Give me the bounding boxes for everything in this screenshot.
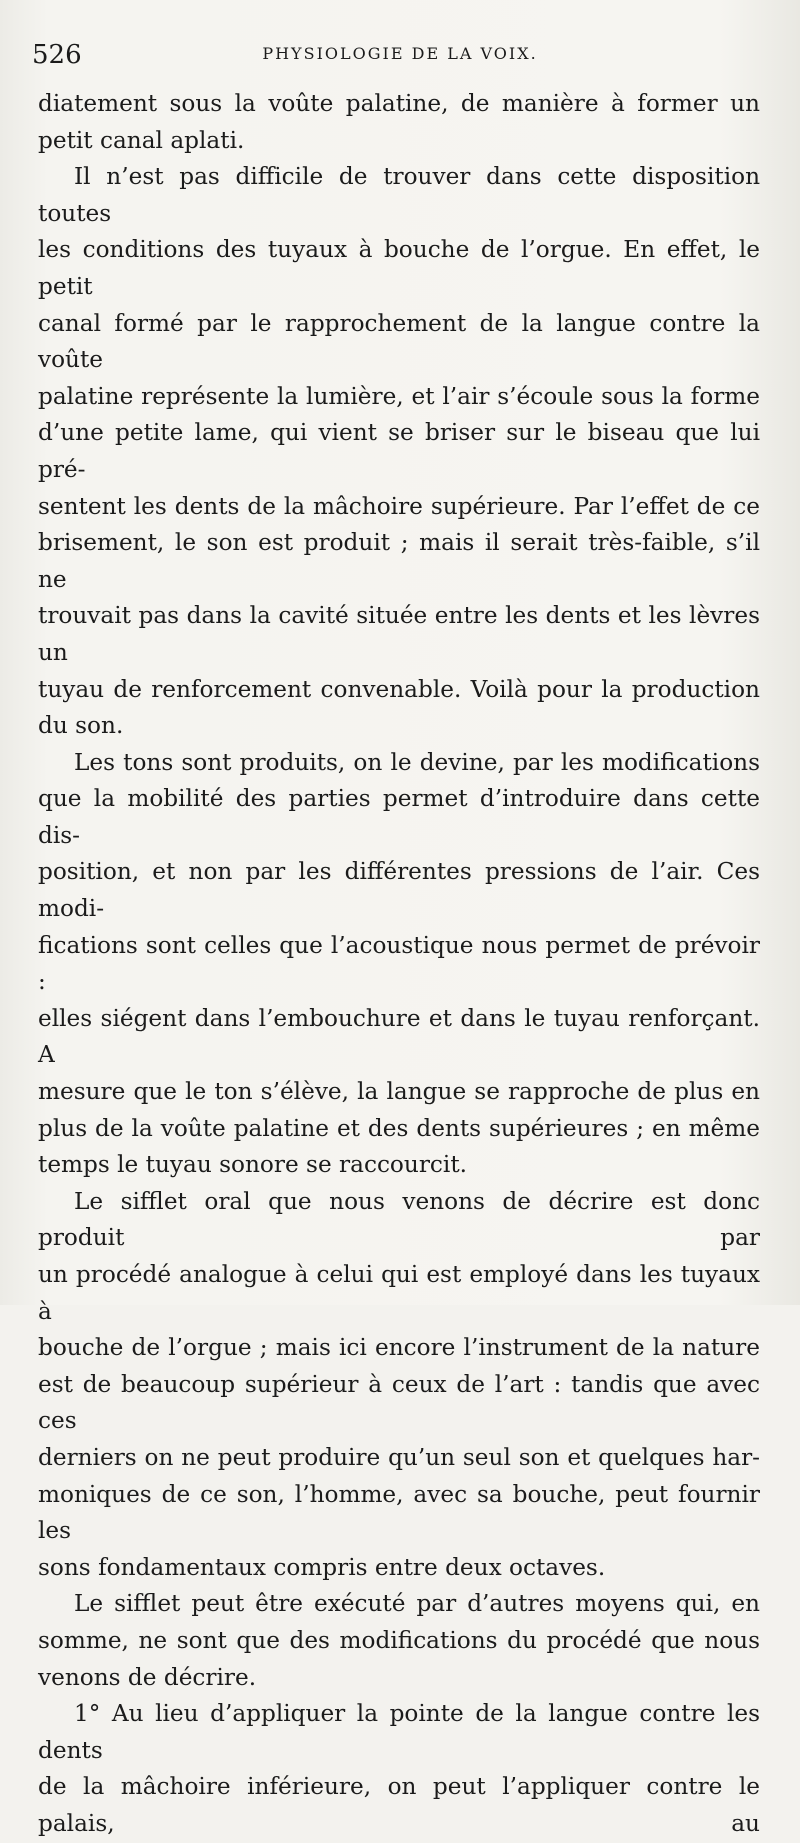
text-line: du son. <box>38 712 124 740</box>
text-line: Il n’est pas difficile de trouver dans cette disposition toutes <box>38 163 760 227</box>
paragraph <box>38 1586 760 1696</box>
text-line: position, et non par les différentes pressions de l’air. Ces modi- <box>38 858 760 923</box>
text-line: moniques de ce son, l’homme, avec sa bouche, peut fournir les <box>38 1480 760 1545</box>
paragraph <box>38 1696 760 1842</box>
text-line: sons fondamentaux compris entre deux octaves. <box>38 1553 606 1581</box>
text-line: d’une petite lame, qui vient se briser sur le biseau que lui pré- <box>38 419 760 483</box>
text-line: brisement, le son est produit ; mais il serait très-faible, s’il ne <box>38 529 760 593</box>
text-line: petit canal aplati. <box>38 126 245 154</box>
page-number: 526 <box>32 40 82 70</box>
text-line: diatement sous la voûte palatine, de manière à former un <box>38 90 760 117</box>
text-line: venons de décrire. <box>38 1663 257 1691</box>
text-line: elles siégent dans l’embouchure et dans le tuyau renforçant. A <box>38 1004 760 1069</box>
text-line: derniers on ne peut produire qu’un seul son et quelques har- <box>38 1443 760 1471</box>
paragraph <box>38 745 760 1184</box>
text-line: fications sont celles que l’acoustique nous permet de prévoir : <box>38 931 760 996</box>
paragraph <box>38 86 760 159</box>
text-line: plus de la voûte palatine et des dents supérieures ; en même <box>38 1114 760 1142</box>
paragraph <box>38 159 760 745</box>
text-line: mesure que le ton s’élève, la langue se rapproche de plus en <box>38 1078 760 1106</box>
text-line: un procédé analogue à celui qui est employé dans les tuyaux à <box>38 1261 760 1325</box>
text-line: tuyau de renforcement convenable. Voilà pour la production <box>38 675 760 703</box>
paragraph <box>38 1184 760 1587</box>
text-line: palatine représente la lumière, et l’air s’écoule sous la forme <box>38 382 760 410</box>
text-line: canal formé par le rapprochement de la langue contre la voûte <box>38 309 760 374</box>
text-line: somme, ne sont que des modifications du procédé que nous <box>38 1626 760 1654</box>
body-text <box>38 86 760 1843</box>
text-line: 1° Au lieu d’appliquer la pointe de la langue contre les dents <box>38 1700 760 1764</box>
text-line: sentent les dents de la mâchoire supérieure. Par l’effet de ce <box>38 492 760 520</box>
text-line: de la mâchoire inférieure, on peut l’appliquer contre le palais, au <box>38 1773 760 1837</box>
text-line: Les tons sont produits, on le devine, par les modifications <box>74 748 760 776</box>
running-title: PHYSIOLOGIE DE LA VOIX. <box>262 44 538 63</box>
text-line: trouvait pas dans la cavité située entre les dents et les lèvres un <box>38 602 760 666</box>
page-header <box>30 36 770 68</box>
text-line: est de beaucoup supérieur à ceux de l’art : tandis que avec ces <box>38 1370 760 1435</box>
text-line: Le sifflet peut être exécuté par d’autres moyens qui, en <box>74 1590 760 1618</box>
text-line: bouche de l’orgue ; mais ici encore l’instrument de la nature <box>38 1334 760 1362</box>
text-line: que la mobilité des parties permet d’introduire dans cette dis- <box>38 785 760 849</box>
text-line: temps le tuyau sonore se raccourcit. <box>38 1151 468 1179</box>
text-line: Le sifflet oral que nous venons de décrire est donc produit par <box>38 1187 760 1252</box>
text-line: les conditions des tuyaux à bouche de l’orgue. En effet, le petit <box>38 236 760 300</box>
